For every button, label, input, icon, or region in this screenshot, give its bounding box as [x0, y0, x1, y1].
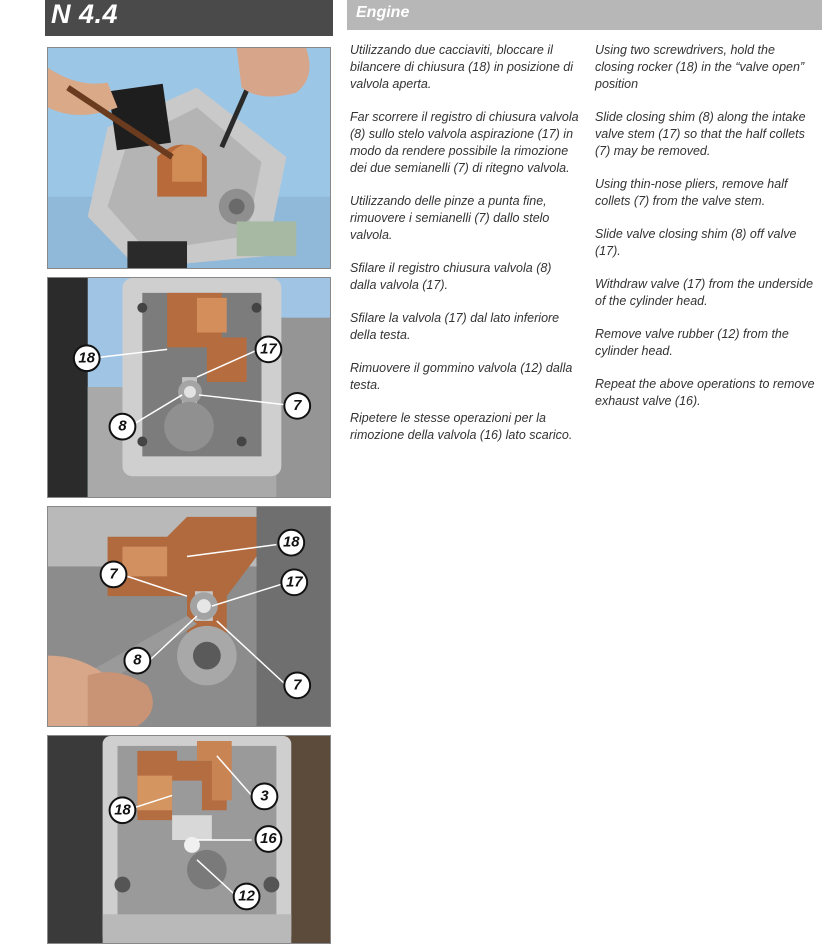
callout-label: 7 [293, 677, 302, 694]
section-code: N 4.4 [51, 0, 119, 29]
callout-17 [281, 569, 307, 595]
callout-label: 16 [260, 831, 277, 847]
callout-label: 18 [78, 350, 95, 367]
callout-label: 7 [293, 397, 302, 414]
callout-label: 17 [285, 574, 303, 591]
photo-rocker-valve-detail [47, 277, 331, 498]
callout-label: 8 [118, 418, 127, 435]
callout-label: 12 [238, 888, 255, 905]
callout-8 [124, 648, 150, 674]
callout-3 [252, 784, 278, 810]
photo-screwdrivers [47, 47, 331, 269]
callout-7 [284, 393, 310, 419]
callout-18 [278, 530, 304, 556]
section-title-banner [347, 0, 822, 30]
photo-exhaust-valve [47, 735, 331, 944]
instruction-it-1: Utilizzando due cacciaviti, bloccare il bilancere di chiusura (18) in posizione di valvola aperta. [350, 43, 574, 91]
section-title: Engine [356, 4, 410, 21]
section-code-banner [45, 0, 333, 34]
instruction-en-1: Using two screwdrivers, hold the closing rocker (18) in the “valve open” position [595, 43, 805, 91]
instruction-it-4: Sfilare il registro chiusura valvola (8) dalla valvola (17). [350, 261, 552, 292]
callout-8 [110, 414, 136, 440]
instruction-en-5: Withdraw valve (17) from the underside of the cylinder head. [595, 277, 814, 308]
callout-7 [101, 562, 127, 588]
instruction-it-3: Utilizzando delle pinze a punta fine, rimuovere i semianelli (7) dallo stelo valvola. [350, 194, 550, 242]
callout-18 [74, 345, 100, 371]
english-instructions [595, 42, 817, 426]
callout-label: 18 [114, 802, 131, 819]
instruction-it-2: Far scorrere il registro di chiusura valvola (8) sullo stelo valvola aspirazione (17) in modo da rendere possibile la rimozione dei due semianelli (7) di ritegno valvola. [350, 110, 579, 175]
callout-18 [110, 797, 136, 823]
instruction-en-7: Repeat the above operations to remove exhaust valve (16). [595, 377, 815, 408]
instruction-it-6: Rimuovere il gommino valvola (12) dalla testa. [350, 361, 573, 392]
instruction-en-4: Slide valve closing shim (8) off valve (17). [595, 227, 797, 258]
callout-label: 7 [109, 566, 118, 583]
callout-label: 8 [133, 652, 142, 669]
callout-label: 17 [260, 341, 277, 358]
photo-collet-removal [47, 506, 331, 727]
callout-17 [256, 336, 282, 362]
instruction-en-2: Slide closing shim (8) along the intake valve stem (17) so that the half collets (7) may be removed. [595, 110, 806, 158]
instruction-en-6: Remove valve rubber (12) from the cylinder head. [595, 327, 789, 358]
instruction-it-7: Ripetere le stesse operazioni per la rimozione della valvola (16) lato scarico. [350, 411, 573, 442]
instruction-it-5: Sfilare la valvola (17) dal lato inferiore della testa. [350, 311, 560, 342]
callout-7 [284, 672, 310, 698]
callout-16 [256, 826, 282, 852]
callout-label: 3 [260, 788, 269, 805]
callout-label: 18 [283, 534, 300, 551]
instruction-en-3: Using thin-nose pliers, remove half collets (7) from the valve stem. [595, 177, 788, 208]
italian-instructions [350, 42, 580, 460]
header-rule [45, 34, 333, 36]
callout-12 [234, 884, 260, 910]
